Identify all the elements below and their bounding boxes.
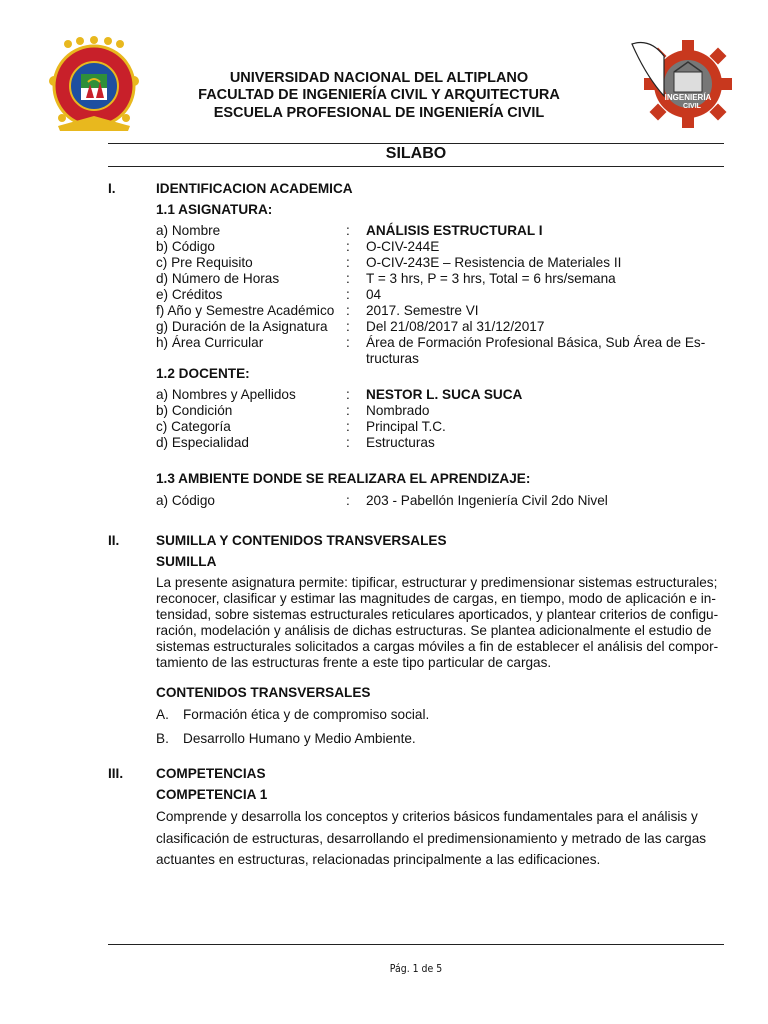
field-separator: : xyxy=(346,319,350,334)
field-label: b) Condición xyxy=(156,403,233,418)
title-bottom-rule xyxy=(108,166,724,167)
field-value-continued: tructuras xyxy=(366,351,419,366)
paragraph-line: tamiento de las estructuras frente a este tipo particular de cargas. xyxy=(156,655,552,670)
field-value: 04 xyxy=(366,287,382,302)
field-separator: : xyxy=(346,403,350,418)
svg-text:INGENIERÍA: INGENIERÍA xyxy=(664,93,712,102)
section-1-number: I. xyxy=(108,181,116,196)
document-title: SILABO xyxy=(385,145,447,162)
field-value: Del 21/08/2017 al 31/12/2017 xyxy=(366,319,545,334)
field-label: g) Duración de la Asignatura xyxy=(156,319,328,334)
course-name-value: ANÁLISIS ESTRUCTURAL I xyxy=(366,223,543,238)
contenidos-heading: CONTENIDOS TRANSVERSALES xyxy=(156,685,371,700)
field-separator: : xyxy=(346,335,350,350)
field-separator: : xyxy=(346,435,350,450)
university-name: UNIVERSIDAD NACIONAL DEL ALTIPLANO xyxy=(229,70,529,86)
field-label: c) Pre Requisito xyxy=(156,255,253,270)
field-value: O-CIV-243E – Resistencia de Materiales II xyxy=(366,255,622,270)
field-label: d) Especialidad xyxy=(156,435,249,450)
paragraph-line: reconocer, clasificar y estimar las magnitudes de cargas, en tiempo, modo de aplicación e in- xyxy=(156,591,716,606)
section-1-title: IDENTIFICACION ACADEMICA xyxy=(156,181,353,196)
field-label: f) Año y Semestre Académico xyxy=(156,303,335,318)
competencia-1-paragraph xyxy=(156,806,724,871)
field-separator: : xyxy=(346,223,350,238)
field-separator: : xyxy=(346,239,350,254)
field-separator: : xyxy=(346,255,350,270)
field-label: a) Código xyxy=(156,493,215,508)
field-separator: : xyxy=(346,387,350,402)
page-number: Pág. 1 de 5 xyxy=(389,962,443,975)
field-separator: : xyxy=(346,493,350,508)
list-item-letter: B. xyxy=(156,731,169,746)
field-label: a) Nombre xyxy=(156,223,221,238)
field-label: a) Nombres y Apellidos xyxy=(156,387,296,402)
paragraph-line: sistemas estructurales solicitados a cargas móviles a fin de establecer el análisis del compor- xyxy=(156,639,719,654)
field-value: Área de Formación Profesional Básica, Sub Área de Es- xyxy=(366,335,706,350)
subsection-asignatura: 1.1 ASIGNATURA: xyxy=(156,202,273,217)
paragraph-line: Comprende y desarrolla los conceptos y criterios básicos fundamentales para el análisis y xyxy=(156,809,698,824)
footer-rule xyxy=(108,944,724,945)
field-value: Nombrado xyxy=(366,403,430,418)
paragraph-line: ración, modelación y análisis de dichas estructuras. Se plantea adicionalmente el estudio de xyxy=(156,623,712,638)
field-label: d) Número de Horas xyxy=(156,271,280,286)
competencia-1-heading: COMPETENCIA 1 xyxy=(156,787,268,802)
field-label: b) Código xyxy=(156,239,215,254)
school-name: ESCUELA PROFESIONAL DE INGENIERÍA CIVIL xyxy=(213,105,545,121)
field-separator: : xyxy=(346,303,350,318)
faculty-name: FACULTAD DE INGENIERÍA CIVIL Y ARQUITECTURA xyxy=(198,87,560,103)
section-3-title: COMPETENCIAS xyxy=(156,766,266,781)
subsection-ambiente: 1.3 AMBIENTE DONDE SE REALIZARA EL APRENDIZAJE: xyxy=(156,471,531,486)
section-2-title: SUMILLA Y CONTENIDOS TRANSVERSALES xyxy=(156,533,447,548)
field-value: O-CIV-244E xyxy=(366,239,440,254)
ingenieria-civil-gear-logo xyxy=(630,36,734,132)
field-separator: : xyxy=(346,419,350,434)
title-top-rule xyxy=(108,143,724,144)
field-label: h) Área Curricular xyxy=(156,335,264,350)
field-value: Estructuras xyxy=(366,435,435,450)
field-value: Principal T.C. xyxy=(366,419,446,434)
field-value: 2017. Semestre VI xyxy=(366,303,479,318)
field-label: e) Créditos xyxy=(156,287,223,302)
field-value: 203 - Pabellón Ingeniería Civil 2do Nivel xyxy=(366,493,608,508)
sumilla-paragraph xyxy=(156,575,724,671)
field-separator: : xyxy=(346,271,350,286)
field-separator: : xyxy=(346,287,350,302)
university-seal-logo xyxy=(48,36,140,132)
field-label: c) Categoría xyxy=(156,419,231,434)
section-2-number: II. xyxy=(108,533,120,548)
paragraph-line: tensidad, sobre sistemas estructurales reticulares aporticados, y plantear criterios de configu- xyxy=(156,607,719,622)
sumilla-heading: SUMILLA xyxy=(156,554,217,569)
teacher-name-value: NESTOR L. SUCA SUCA xyxy=(366,387,523,402)
field-value: T = 3 hrs, P = 3 hrs, Total = 6 hrs/semana xyxy=(366,271,616,286)
list-item: Formación ética y de compromiso social. xyxy=(183,707,430,722)
paragraph-line: clasificación de estructuras, desarrollando el predimensionamiento y metrado de las cargas xyxy=(156,830,707,846)
paragraph-line: La presente asignatura permite: tipificar, estructurar y predimensionar sistemas estructurales; xyxy=(156,575,718,590)
svg-text:CIVIL: CIVIL xyxy=(683,103,701,110)
subsection-docente: 1.2 DOCENTE: xyxy=(156,366,250,381)
list-item-letter: A. xyxy=(156,707,169,722)
list-item: Desarrollo Humano y Medio Ambiente. xyxy=(183,731,416,746)
paragraph-line: actuantes en estructuras, relacionadas principalmente a las edificaciones. xyxy=(156,852,601,867)
section-3-number: III. xyxy=(108,766,124,781)
